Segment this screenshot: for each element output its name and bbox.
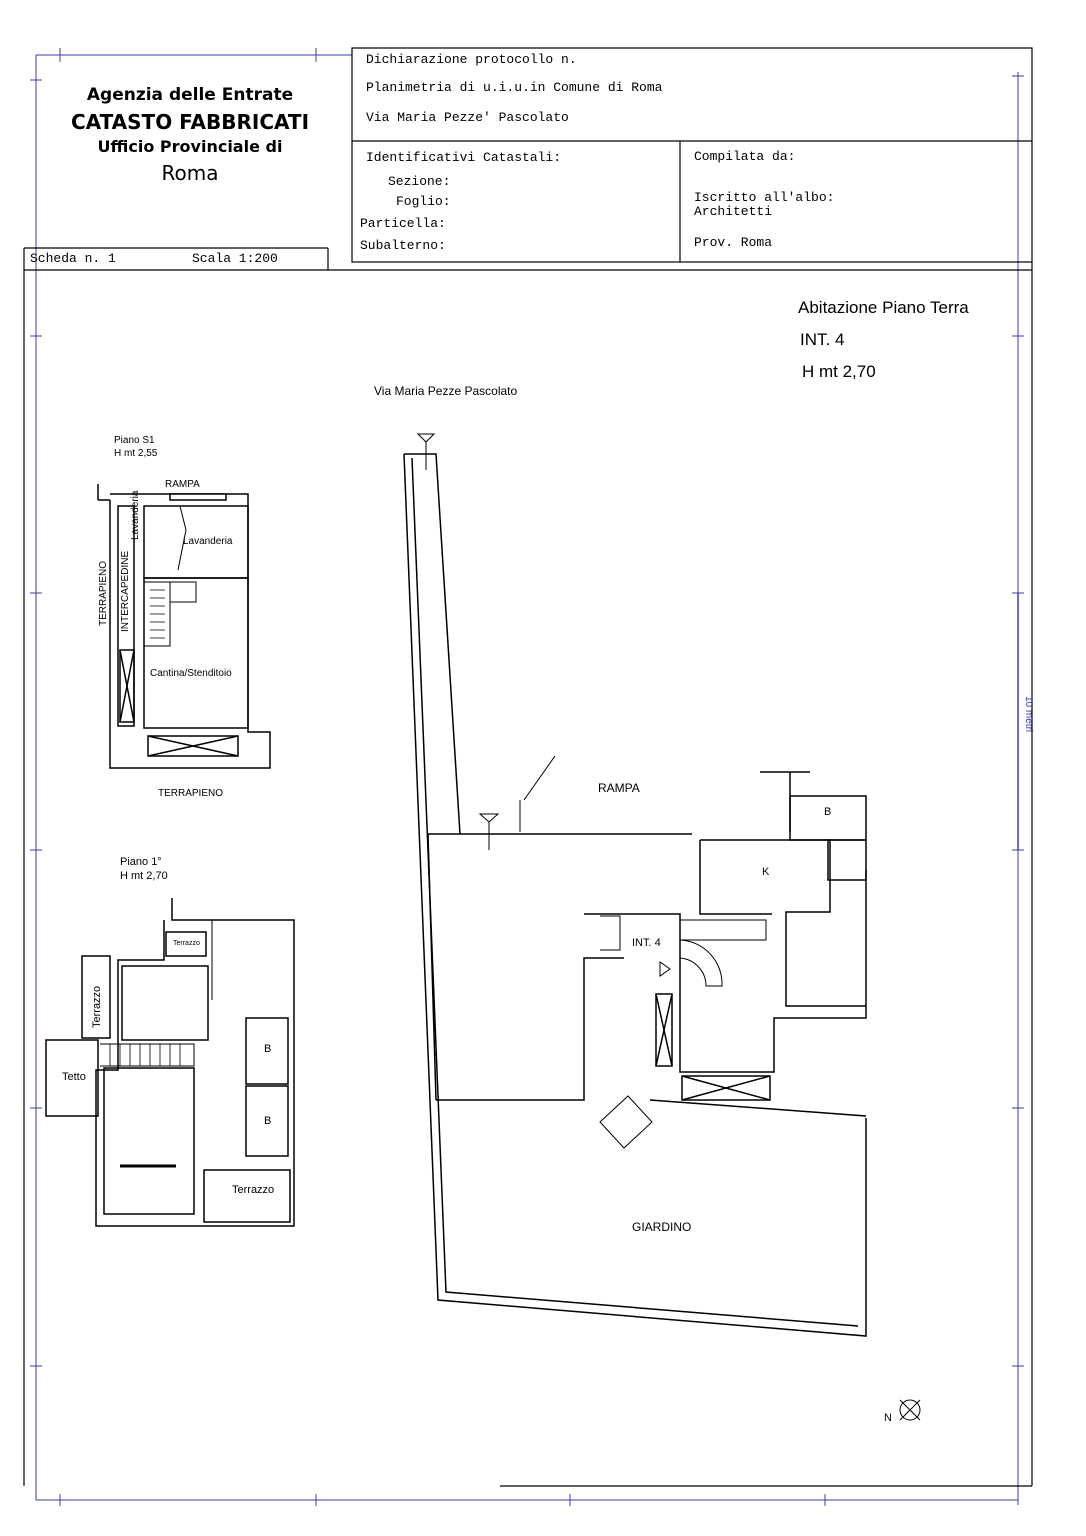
registered-value: Architetti (694, 204, 773, 219)
street-label: Via Maria Pezze Pascolato (374, 384, 518, 398)
giardino-label: GIARDINO (632, 1220, 692, 1234)
sheet-number: Scheda n. 1 (30, 251, 116, 266)
plan-unit: INT. 4 (800, 330, 845, 349)
rampa-label: RAMPA (598, 781, 640, 795)
lavanderia-vertical-label: Lavanderia (130, 490, 141, 540)
agency-block (40, 82, 340, 188)
scale-bar-label: 10 metri (1023, 696, 1034, 733)
planimetry-line: Planimetria di u.i.u.in Comune di Roma (366, 80, 663, 95)
bath-label-1: B (264, 1043, 272, 1055)
catasto-title: CATASTO FABBRICATI (70, 110, 310, 134)
agency-name: Agenzia delle Entrate (86, 85, 294, 105)
protocol-line: Dichiarazione protocollo n. (366, 52, 577, 67)
kitchen-label: K (762, 866, 770, 878)
small-terrazzo-label: Terrazzo (173, 940, 200, 947)
bath-label-2: B (264, 1115, 272, 1127)
terrazzo-label: Terrazzo (232, 1184, 275, 1196)
basement-floor-label: Piano S1 (114, 435, 155, 446)
unit-label: INT. 4 (632, 937, 661, 949)
plan-height: H mt 2,70 (802, 362, 876, 381)
lavanderia-label: Lavanderia (183, 536, 233, 547)
sheet-frame (30, 48, 1024, 1506)
header-table (24, 48, 1032, 1486)
plan-title: Abitazione Piano Terra (798, 298, 969, 317)
ground-floor-plan (404, 434, 1018, 1420)
ground-bath-label: B (824, 806, 832, 818)
scale-label: Scala 1:200 (192, 251, 278, 266)
office-label: Ufficio Provinciale di (97, 137, 283, 156)
terrapieno-vertical-label: TERRAPIENO (98, 560, 109, 626)
terrazzo-vertical-label: Terrazzo (91, 985, 103, 1028)
intercapedine-label: INTERCAPEDINE (120, 550, 131, 632)
cantina-label: Cantina/Stenditoio (150, 668, 232, 679)
basement-terrapieno-label: TERRAPIENO (158, 788, 224, 799)
province-label: Prov. Roma (694, 235, 773, 250)
registered-label: Iscritto all'albo: (694, 190, 835, 205)
first-floor-height-label: H mt 2,70 (120, 870, 168, 882)
office-city: Roma (161, 161, 219, 185)
street-line: Via Maria Pezze' Pascolato (366, 110, 569, 125)
identifiers-title: Identificativi Catastali: (366, 150, 562, 165)
particella-label: Particella: (360, 216, 446, 231)
basement-rampa-label: RAMPA (165, 479, 200, 490)
subalterno-label: Subalterno: (360, 238, 446, 253)
first-floor-plan (46, 898, 294, 1226)
first-floor-label: Piano 1° (120, 856, 162, 868)
foglio-label: Foglio: (396, 194, 451, 209)
basement-height-label: H mt 2,55 (114, 448, 158, 459)
north-label: N (884, 1412, 892, 1424)
compiled-by-label: Compilata da: (694, 149, 796, 164)
tetto-label: Tetto (62, 1071, 86, 1083)
sezione-label: Sezione: (388, 174, 451, 189)
